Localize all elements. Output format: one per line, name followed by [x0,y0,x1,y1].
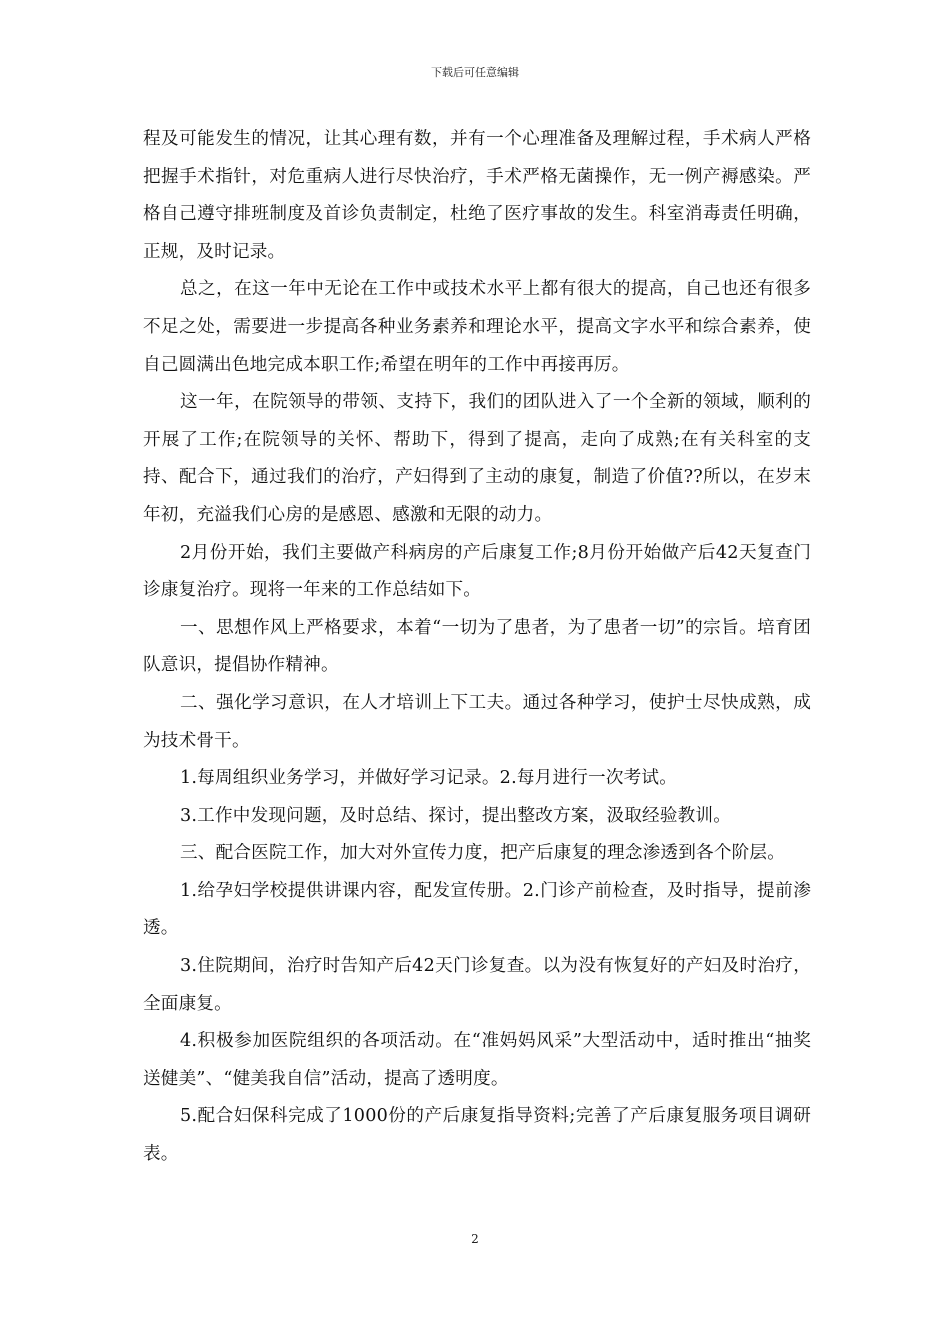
page-number: 2 [471,1232,479,1246]
paragraph: 2月份开始，我们主要做产科病房的产后康复工作;8月份开始做产后42天复查门诊康复治疗。现将一年来的工作总结如下。 [143,542,811,601]
paragraph: 3.住院期间，治疗时告知产后42天门诊复查。以为没有恢复好的产妇及时治疗，全面康复。 [143,956,811,1014]
document-body [143,121,811,1174]
paragraph: 1.每周组织业务学习，并做好学习记录。2.每月进行一次考试。 [180,768,678,789]
paragraph: 二、强化学习意识，在人才培训上下工夫。通过各种学习，使护士尽快成熟，成为技术骨干。 [143,692,811,751]
paragraph: 一、思想作风上严格要求，本着“一切为了患者，为了患者一切”的宗旨。培育团队意识，提倡协作精神。 [143,617,811,676]
page-header: 下载后可任意编辑 [431,66,519,79]
paragraph: 5.配合妇保科完成了1000份的产后康复指导资料;完善了产后康复服务项目调研表。 [143,1106,811,1165]
paragraph: 三、配合医院工作，加大对外宣传力度，把产后康复的理念渗透到各个阶层。 [180,843,785,864]
paragraph: 总之，在这一年中无论在工作中或技术水平上都有很大的提高，自己也还有很多不足之处，需要进一步提高各种业务素养和理论水平，提高文字水平和综合素养，使自己圆满出色地完成本职工作;希望在明年的工作中再接再厉。 [143,279,811,375]
paragraph: 3.工作中发现问题，及时总结、探讨，提出整改方案，汲取经验教训。 [180,805,732,826]
paragraph: 1.给孕妇学校提供讲课内容，配发宣传册。2.门诊产前检查，及时指导，提前渗透。 [143,880,811,939]
paragraph: 4.积极参加医院组织的各项活动。在“准妈妈风采”大型活动中，适时推出“抽奖送健美”、“健美我自信”活动，提高了透明度。 [143,1031,811,1089]
paragraph: 程及可能发生的情况，让其心理有数，并有一个心理准备及理解过程，手术病人严格把握手术指针，对危重病人进行尽快治疗，手术严格无菌操作，无一例产褥感染。严格自己遵守排班制度及首诊负责制定，杜绝了医疗事故的发生。科室消毒责任明确，正规，及时记录。 [143,129,811,262]
paragraph: 这一年，在院领导的带领、支持下，我们的团队进入了一个全新的领域，顺利的开展了工作;在院领导的关怀、帮助下，得到了提高，走向了成熟;在有关科室的支持、配合下，通过我们的治疗，产妇得到了主动的康复，制造了价值??所以，在岁末年初，充溢我们心房的是感恩、感激和无限的动力。 [143,392,811,525]
